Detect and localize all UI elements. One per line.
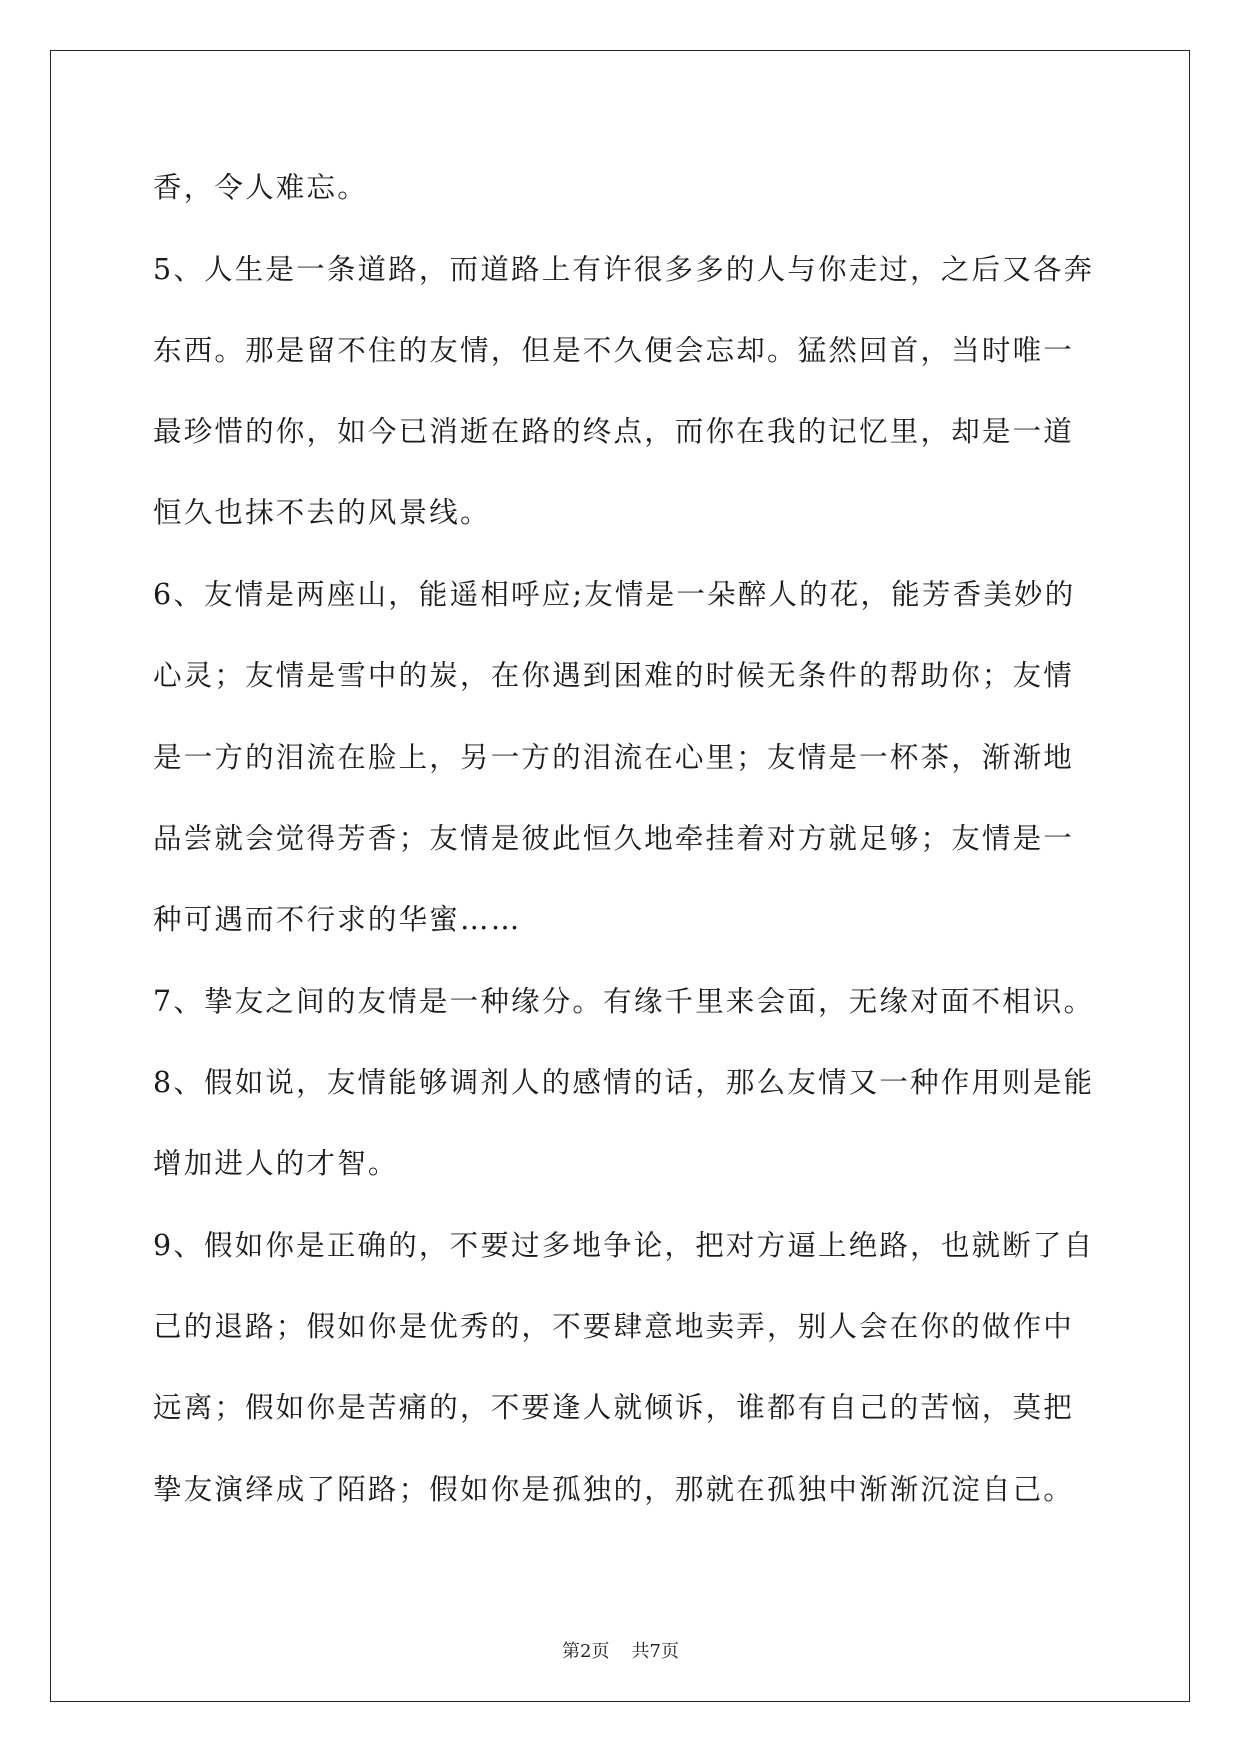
text-line: 己的退路；假如你是优秀的，不要肆意地卖弄，别人会在你的做作中 [153,1310,1075,1343]
text-line: 品尝就会觉得芳香；友情是彼此恒久地牵挂着对方就足够；友情是一 [153,822,1075,855]
text-line: 恒久也抹不去的风景线。 [153,496,491,529]
text-line: 8、假如说，友情能够调剂人的感情的话，那么友情又一种作用则是能 [153,1066,1095,1099]
text-line: 香，令人难忘。 [153,171,368,204]
page-total: 共7页 [631,1641,679,1662]
text-line: 6、友情是两座山，能遥相呼应;友情是一朵醉人的花，能芳香美妙的 [153,578,1076,611]
text-line: 远离；假如你是苦痛的，不要逢人就倾诉，谁都有自己的苦恼，莫把 [153,1391,1075,1424]
text-line: 增加进人的才智。 [153,1147,399,1180]
text-line: 种可遇而不行求的华蜜…… [153,903,522,936]
page-footer [0,1640,1241,1664]
text-line: 挚友演绎成了陌路；假如你是孤独的，那就在孤独中渐渐沉淀自己。 [153,1473,1075,1506]
page-number: 第2页 [562,1641,610,1662]
text-line: 心灵；友情是雪中的炭，在你遇到困难的时候无条件的帮助你；友情 [153,659,1075,692]
text-line: 东西。那是留不住的友情，但是不久便会忘却。猛然回首，当时唯一 [153,334,1075,367]
text-line: 5、人生是一条道路，而道路上有许很多多的人与你走过，之后又各奔 [153,253,1095,286]
text-line: 是一方的泪流在脸上，另一方的泪流在心里；友情是一杯茶，渐渐地 [153,741,1075,774]
text-line: 最珍惜的你，如今已消逝在路的终点，而你在我的记忆里，却是一道 [153,415,1075,448]
text-line: 9、假如你是正确的，不要过多地争论，把对方逼上绝路，也就断了自 [153,1229,1095,1262]
text-line: 7、挚友之间的友情是一种缘分。有缘千里来会面，无缘对面不相识。 [153,985,1095,1018]
page-border [50,50,1190,1702]
